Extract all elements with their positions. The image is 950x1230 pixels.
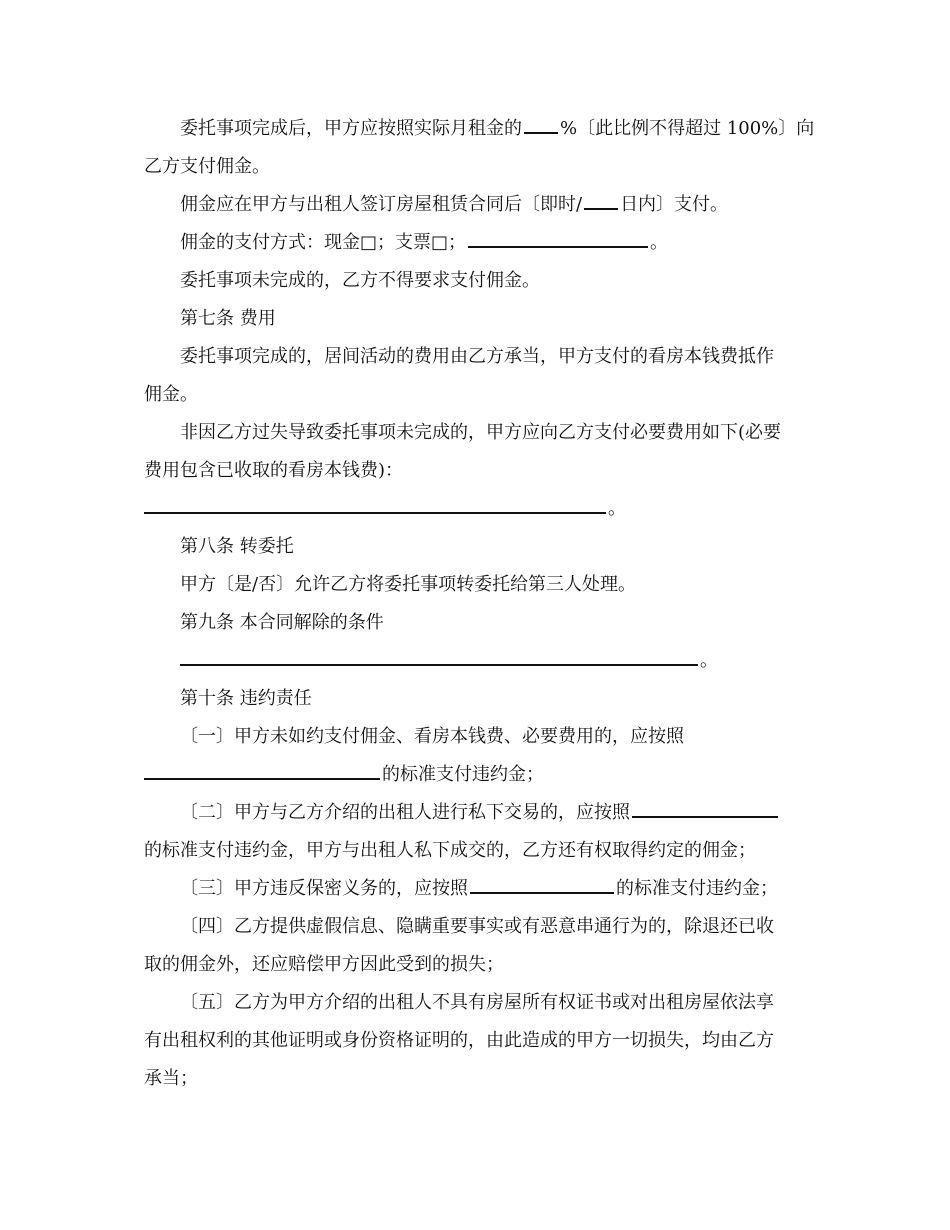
fill-blank[interactable] bbox=[524, 116, 558, 134]
article-10-item-1-cont bbox=[144, 758, 808, 792]
article-7-para-1-cont: 佣金。 bbox=[144, 384, 198, 405]
text-run: 佣金的支付方式：现金□；支票□； bbox=[180, 232, 467, 253]
text-run: 的标准支付违约金； bbox=[382, 764, 544, 785]
fill-blank[interactable] bbox=[144, 496, 606, 514]
text-run: 日内〕支付。 bbox=[620, 194, 729, 215]
commission-clause-3 bbox=[144, 226, 808, 260]
article-10-item-5-cont: 有出租权利的其他证明或身份资格证明的，由此造成的甲方一切损失，均由乙方 bbox=[144, 1030, 774, 1051]
article-7-para-2: 非因乙方过失导致委托事项未完成的，甲方应向乙方支付必要费用如下(必要 bbox=[180, 422, 782, 443]
text-run: 。 bbox=[650, 232, 669, 253]
text-run: 〔三〕甲方违反保密义务的，应按照 bbox=[180, 878, 468, 899]
article-10-item-4-cont: 取的佣金外，还应赔偿甲方因此受到的损失； bbox=[144, 954, 504, 975]
text-run: 。 bbox=[608, 498, 626, 519]
fill-blank[interactable] bbox=[470, 876, 614, 894]
article-8-title: 第八条 转委托 bbox=[180, 536, 294, 557]
article-7-para-2-cont: 费用包含已收取的看房本钱费)： bbox=[144, 460, 404, 481]
fill-blank[interactable] bbox=[144, 762, 380, 780]
text-run: 佣金应在甲方与出租人签订房屋租赁合同后〔即时/ bbox=[180, 194, 583, 215]
text-run: 委托事项完成后，甲方应按照实际月租金的 bbox=[180, 118, 522, 139]
article-10-item-5: 〔五〕乙方为甲方介绍的出租人不具有房屋所有权证书或对出租房屋依法享 bbox=[180, 992, 774, 1013]
commission-clause-1-cont: 乙方支付佣金。 bbox=[144, 156, 270, 177]
commission-clause-2 bbox=[144, 188, 808, 222]
article-10-item-2-cont: 的标准支付违约金，甲方与出租人私下成交的，乙方还有权取得约定的佣金； bbox=[144, 840, 756, 861]
article-7-para-1: 委托事项完成的，居间活动的费用由乙方承当，甲方支付的看房本钱费抵作 bbox=[180, 346, 774, 367]
text-run: 。 bbox=[700, 650, 718, 671]
commission-clause-1 bbox=[144, 112, 815, 146]
article-10-item-1: 〔一〕甲方未如约支付佣金、看房本钱费、必要费用的，应按照 bbox=[180, 726, 684, 747]
article-7-blank-line bbox=[144, 492, 808, 526]
article-10-item-4: 〔四〕乙方提供虚假信息、隐瞒重要事实或有恶意串通行为的，除退还已收 bbox=[180, 916, 774, 937]
article-10-item-2 bbox=[144, 796, 808, 830]
article-9-title: 第九条 本合同解除的条件 bbox=[180, 612, 384, 633]
fill-blank[interactable] bbox=[180, 648, 698, 666]
text-run: 〔二〕甲方与乙方介绍的出租人进行私下交易的，应按照 bbox=[180, 802, 630, 823]
article-7-title: 第七条 费用 bbox=[180, 308, 276, 329]
text-run: 的标准支付违约金； bbox=[616, 878, 778, 899]
article-10-item-5-cont-2: 承当； bbox=[144, 1068, 198, 1089]
article-10-title: 第十条 违约责任 bbox=[180, 688, 312, 709]
fill-blank[interactable] bbox=[468, 230, 648, 248]
fill-blank[interactable] bbox=[584, 192, 618, 210]
commission-clause-4: 委托事项未完成的，乙方不得要求支付佣金。 bbox=[180, 270, 540, 291]
fill-blank[interactable] bbox=[632, 800, 778, 818]
article-9-blank-line bbox=[144, 644, 808, 678]
article-8-para-1: 甲方〔是/否〕允许乙方将委托事项转委托给第三人处理。 bbox=[180, 574, 637, 595]
text-run: %〔此比例不得超过 100%〕向 bbox=[560, 118, 815, 139]
document-page bbox=[144, 112, 815, 1100]
article-10-item-3 bbox=[144, 872, 808, 906]
